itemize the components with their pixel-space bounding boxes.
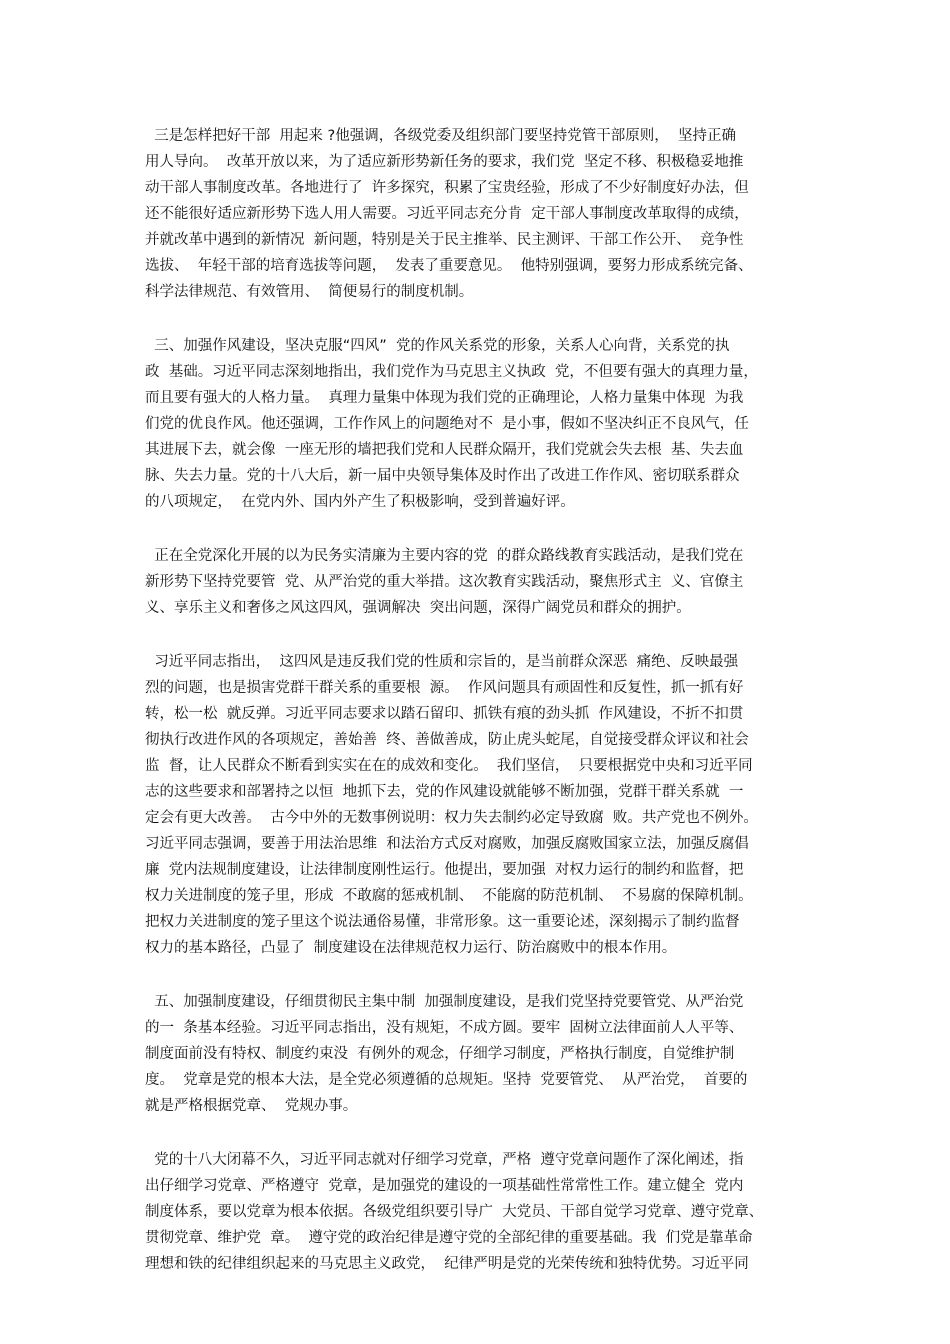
text-line: 脉、失去力量。党的十八大后，新一届中央领导集体及时作出了改进工作作风、密切联系群众 bbox=[145, 468, 740, 484]
text-line: 权力关进制度的笼子里，形成 不敢腐的惩戒机制、 不能腐的防范机制、 不易腐的保障机制。 bbox=[145, 888, 753, 904]
text-line: 的八项规定， 在党内外、国内外产生了积极影响，受到普遍好评。 bbox=[145, 494, 575, 510]
text-line: 还不能很好适应新形势下选人用人需要。习近平同志充分肯 定干部人事制度改革取得的成绩， bbox=[145, 206, 749, 222]
text-line: 新形势下坚持党要管 党、从严治党的重大举措。这次教育实践活动，聚焦形式主 义、官僚主 bbox=[145, 574, 744, 590]
text-line: 选拔、 年轻干部的培育选拔等问题， 发表了重要意见。 他特别强调，要努力形成系统完备、 bbox=[145, 258, 753, 274]
text-line: 习近平同志强调，要善于用法治思维 和法治方式反对腐败，加强反腐败国家立法，加强反腐倡 bbox=[145, 836, 749, 852]
text-line: 理想和铁的纪律组织起来的马克思主义政党， 纪律严明是党的光荣传统和独特优势。习近平同 bbox=[145, 1256, 749, 1272]
text-line: 动干部人事制度改革。各地进行了 许多探究，积累了宝贵经验，形成了不少好制度好办法，但 bbox=[145, 180, 749, 196]
text-line: 五、加强制度建设，仔细贯彻民主集中制 加强制度建设，是我们党坚持党要管党、从严治党 bbox=[145, 994, 744, 1010]
document-body bbox=[145, 123, 810, 1305]
text-line: 出仔细学习党章、严格遵守 党章，是加强党的建设的一项基础性常常性工作。建立健全 党内 bbox=[145, 1178, 744, 1194]
paragraph bbox=[145, 989, 810, 1119]
paragraph bbox=[145, 649, 810, 961]
text-line: 监 督，让人民群众不断看到实实在在的成效和变化。 我们坚信， 只要根据党中央和习近平同 bbox=[145, 758, 753, 774]
text-line: 三是怎样把好干部 用起来 ?他强调，各级党委及组织部门要坚持党管干部原则， 坚持正确 bbox=[145, 128, 736, 144]
text-line: 政 基础。习近平同志深刻地指出，我们党作为马克思主义执政 党，不但要有强大的真理力量， bbox=[145, 364, 758, 380]
paragraph bbox=[145, 123, 810, 305]
paragraph bbox=[145, 1147, 810, 1277]
text-line: 把权力关进制度的笼子里这个说法通俗易懂，非常形象。这一重要论述，深刻揭示了制约监督 bbox=[145, 914, 740, 930]
text-line: 志的这些要求和部署持之以恒 地抓下去，党的作风建设就能够不断加强，党群干群关系就 一 bbox=[145, 784, 744, 800]
text-line: 贯彻党章、维护党 章。 遵守党的政治纪律是遵守党的全部纪律的重要基础。我 们党是靠革命 bbox=[145, 1230, 753, 1246]
text-line: 廉 党内法规制度建设，让法律制度刚性运行。他提出，要加强 对权力运行的制约和监督，把 bbox=[145, 862, 744, 878]
text-line: 就是严格根据党章、 党规办事。 bbox=[145, 1098, 358, 1114]
text-line: 度。 党章是党的根本大法，是全党必须遵循的总规矩。坚持 党要管党、 从严治党， 首要的 bbox=[145, 1072, 748, 1088]
text-line: 其进展下去，就会像 一座无形的墙把我们党和人民群众隔开，我们党就会失去根 基、失去血 bbox=[145, 442, 744, 458]
text-line: 们党的优良作风。他还强调，工作作风上的问题绝对不 是小事，假如不坚决纠正不良风气，任 bbox=[145, 416, 749, 432]
text-line: 义、享乐主义和奢侈之风这四风，强调解决 突出问题，深得广阔党员和群众的拥护。 bbox=[145, 600, 691, 616]
text-line: 定会有更大改善。 古今中外的无数事例说明：权力失去制约必定导致腐 败。共产党也不例外。 bbox=[145, 810, 758, 826]
text-line: 三、加强作风建设，坚决克服“四风” 党的作风关系党的形象，关系人心向背，关系党的执 bbox=[145, 338, 730, 354]
paragraph bbox=[145, 543, 810, 621]
text-line: 权力的基本路径，凸显了 制度建设在法律规范权力运行、防治腐败中的根本作用。 bbox=[145, 940, 677, 956]
text-line: 科学法律规范、有效管用、 简便易行的制度机制。 bbox=[145, 284, 474, 300]
text-line: 并就改革中遇到的新情况 新问题，特别是关于民主推举、民主测评、干部工作公开、 竞争性 bbox=[145, 232, 744, 248]
text-line: 用人导向。 改革开放以来，为了适应新形势新任务的要求，我们党 坚定不移、积极稳妥地推 bbox=[145, 154, 744, 170]
text-line: 的一 条基本经验。习近平同志指出，没有规矩，不成方圆。要牢 固树立法律面前人人平等、 bbox=[145, 1020, 744, 1036]
text-line: 彻执行改进作风的各项规定，善始善 终、善做善成，防止虎头蛇尾，自觉接受群众评议和社会 bbox=[145, 732, 749, 748]
paragraph bbox=[145, 333, 810, 515]
text-line: 转，松一松 就反弹。习近平同志要求以踏石留印、抓铁有痕的劲头抓 作风建设，不折不扣贯 bbox=[145, 706, 744, 722]
text-line: 制度体系，要以党章为根本依据。各级党组织要引导广 大党员、干部自觉学习党章、遵守党章、 bbox=[145, 1204, 764, 1220]
text-line: 烈的问题，也是损害党群干群关系的重要根 源。 作风问题具有顽固性和反复性，抓一抓有好 bbox=[145, 680, 744, 696]
text-line: 正在全党深化开展的以为民务实清廉为主要内容的党 的群众路线教育实践活动，是我们党在 bbox=[145, 548, 744, 564]
text-line: 而且要有强大的人格力量。 真理力量集中体现为我们党的正确理论，人格力量集中体现 为我 bbox=[145, 390, 744, 406]
text-line: 制度面前没有特权、制度约束没 有例外的观念，仔细学习制度，严格执行制度，自觉维护制 bbox=[145, 1046, 735, 1062]
text-line: 习近平同志指出， 这四风是违反我们党的性质和宗旨的，是当前群众深恶 痛绝、反映最强 bbox=[145, 654, 739, 670]
text-line: 党的十八大闭幕不久，习近平同志就对仔细学习党章，严格 遵守党章问题作了深化阐述，指 bbox=[145, 1152, 744, 1168]
